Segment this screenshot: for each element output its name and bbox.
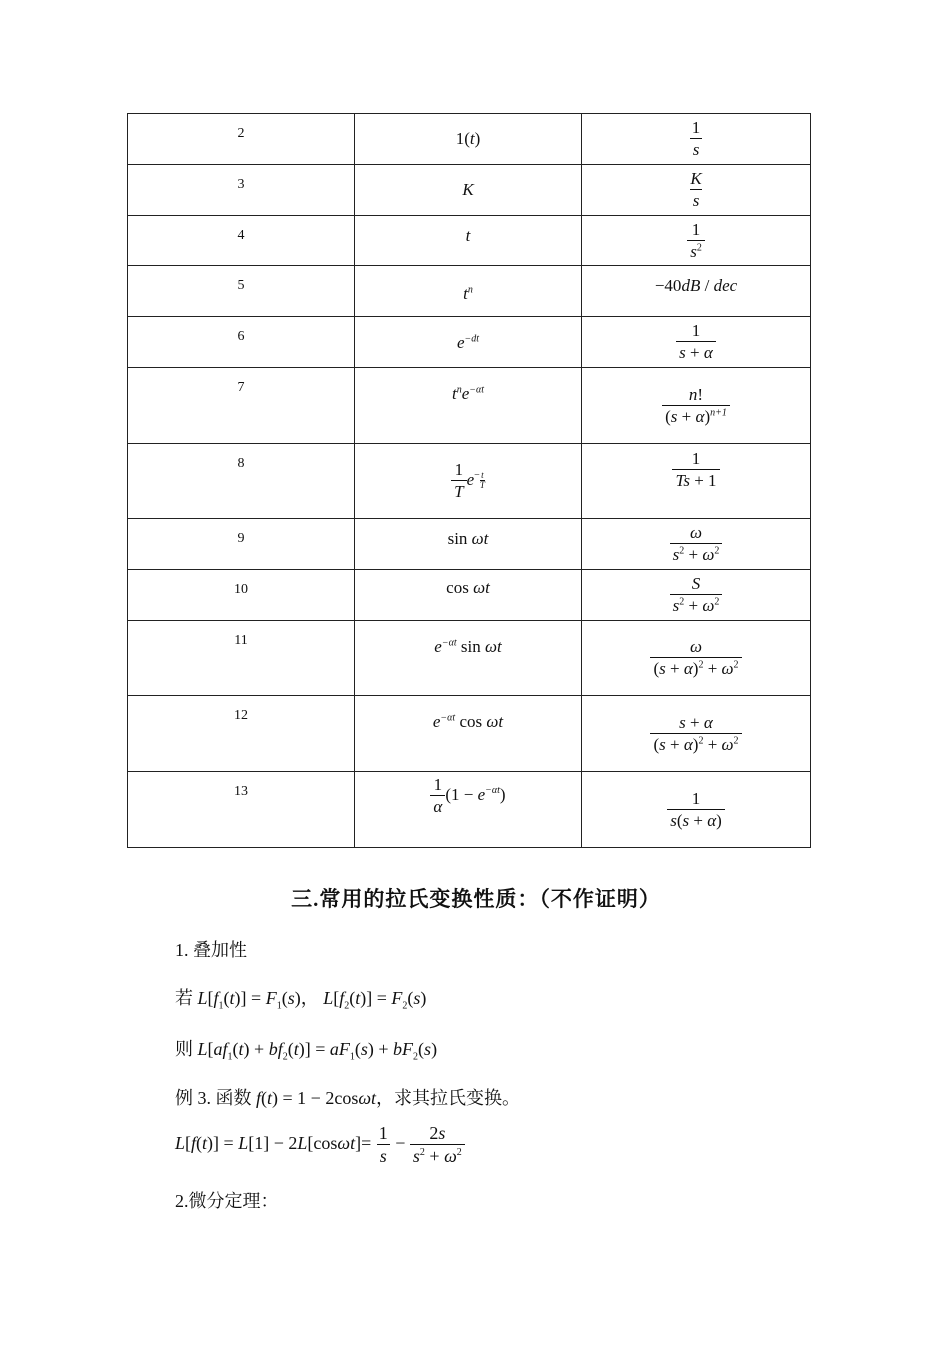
table-row bbox=[128, 114, 811, 165]
laplace-transform: −40dB / dec bbox=[582, 266, 811, 317]
row-number: 12 bbox=[128, 696, 355, 772]
laplace-transform: $\frac{\omega}{s^2 + \omega^2}$ bbox=[582, 519, 811, 570]
time-function: $e^{-dt}$ bbox=[355, 317, 582, 368]
laplace-transform: $\frac{1}{s^2}$ bbox=[582, 216, 811, 266]
time-function: $e^{-\alpha t}$ sin ωt bbox=[355, 621, 582, 696]
superposition-result: 则 $L[af_1(t) + bf_2(t)] = aF_1(s) + bF_2(s)$ bbox=[175, 1039, 438, 1063]
if-label: 若 bbox=[175, 988, 193, 1008]
example-task: ，求其拉氏变换。 bbox=[376, 1088, 521, 1108]
table-row bbox=[128, 621, 811, 696]
row-number: 2 bbox=[128, 114, 355, 165]
time-function: cos ωt bbox=[355, 570, 582, 621]
table-row bbox=[128, 570, 811, 621]
laplace-transform: $\frac{s + \alpha}{(s + \alpha)^2 + \omega^2}$ bbox=[582, 696, 811, 772]
laplace-transform: $\frac{1}{s + \alpha}$ bbox=[582, 317, 811, 368]
table-row bbox=[128, 266, 811, 317]
row-number: 10 bbox=[128, 570, 355, 621]
row-number: 13 bbox=[128, 772, 355, 848]
example-3-solution: L[f(t)] = L[1] − 2L[cosωt]= $\frac{1}{s}$ − $\frac{2s}{s^2 + \omega^2}$ bbox=[175, 1124, 465, 1166]
table-row bbox=[128, 696, 811, 772]
time-function: 1(t) bbox=[355, 114, 582, 165]
row-number: 6 bbox=[128, 317, 355, 368]
example-3: 例 3. 函数 f(t) = 1 − 2cosωt，求其拉氏变换。 bbox=[175, 1088, 521, 1108]
row-number: 9 bbox=[128, 519, 355, 570]
row-number: 8 bbox=[128, 444, 355, 519]
item2-title: 2.微分定理： bbox=[175, 1191, 279, 1211]
example-label: 例 3. 函数 bbox=[175, 1088, 252, 1108]
time-function: t bbox=[355, 216, 582, 266]
table-row bbox=[128, 444, 811, 519]
table-row bbox=[128, 317, 811, 368]
item1-title: 1. 叠加性 bbox=[175, 940, 247, 960]
table-row bbox=[128, 165, 811, 216]
laplace-transform-table bbox=[127, 113, 811, 848]
time-function: $\frac{1}{T}$ e− $\frac{t}{T}$ bbox=[355, 444, 582, 519]
table-row bbox=[128, 772, 811, 848]
laplace-transform: $\frac{\omega}{(s + \alpha)^2 + \omega^2}$ bbox=[582, 621, 811, 696]
time-function: $t^ne^{-\alpha t}$ bbox=[355, 368, 582, 444]
laplace-transform: $\frac{S}{s^2 + \omega^2}$ bbox=[582, 570, 811, 621]
row-number: 11 bbox=[128, 621, 355, 696]
time-function: sin ωt bbox=[355, 519, 582, 570]
time-function: $\frac{1}{\alpha}$ $(1 - e^{-\alpha t})$ bbox=[355, 772, 582, 848]
row-number: 5 bbox=[128, 266, 355, 317]
table-row bbox=[128, 368, 811, 444]
laplace-transform: $\frac{n!}{(s + \alpha)^{n+1}}$ bbox=[582, 368, 811, 444]
laplace-transform: $\frac{1}{s(s + \alpha)}$ bbox=[582, 772, 811, 848]
row-number: 4 bbox=[128, 216, 355, 266]
laplace-transform: $\frac{1}{s}$ bbox=[582, 114, 811, 165]
superposition-condition: 若 $L[f_1(t)] = F_1(s)$， $L[f_2(t)] = F_2(s)$ bbox=[175, 988, 427, 1012]
table-row bbox=[128, 519, 811, 570]
laplace-transform: $\frac{1}{Ts + 1}$ bbox=[582, 444, 811, 519]
section-title: 三.常用的拉氏变换性质：（不作证明） bbox=[291, 887, 661, 911]
time-function: $e^{-\alpha t}$ cos ωt bbox=[355, 696, 582, 772]
row-number: 3 bbox=[128, 165, 355, 216]
time-function: $t^n$ bbox=[355, 266, 582, 317]
time-function: K bbox=[355, 165, 582, 216]
row-number: 7 bbox=[128, 368, 355, 444]
table-row bbox=[128, 216, 811, 266]
laplace-transform: $\frac{K}{s}$ bbox=[582, 165, 811, 216]
then-label: 则 bbox=[175, 1039, 193, 1059]
